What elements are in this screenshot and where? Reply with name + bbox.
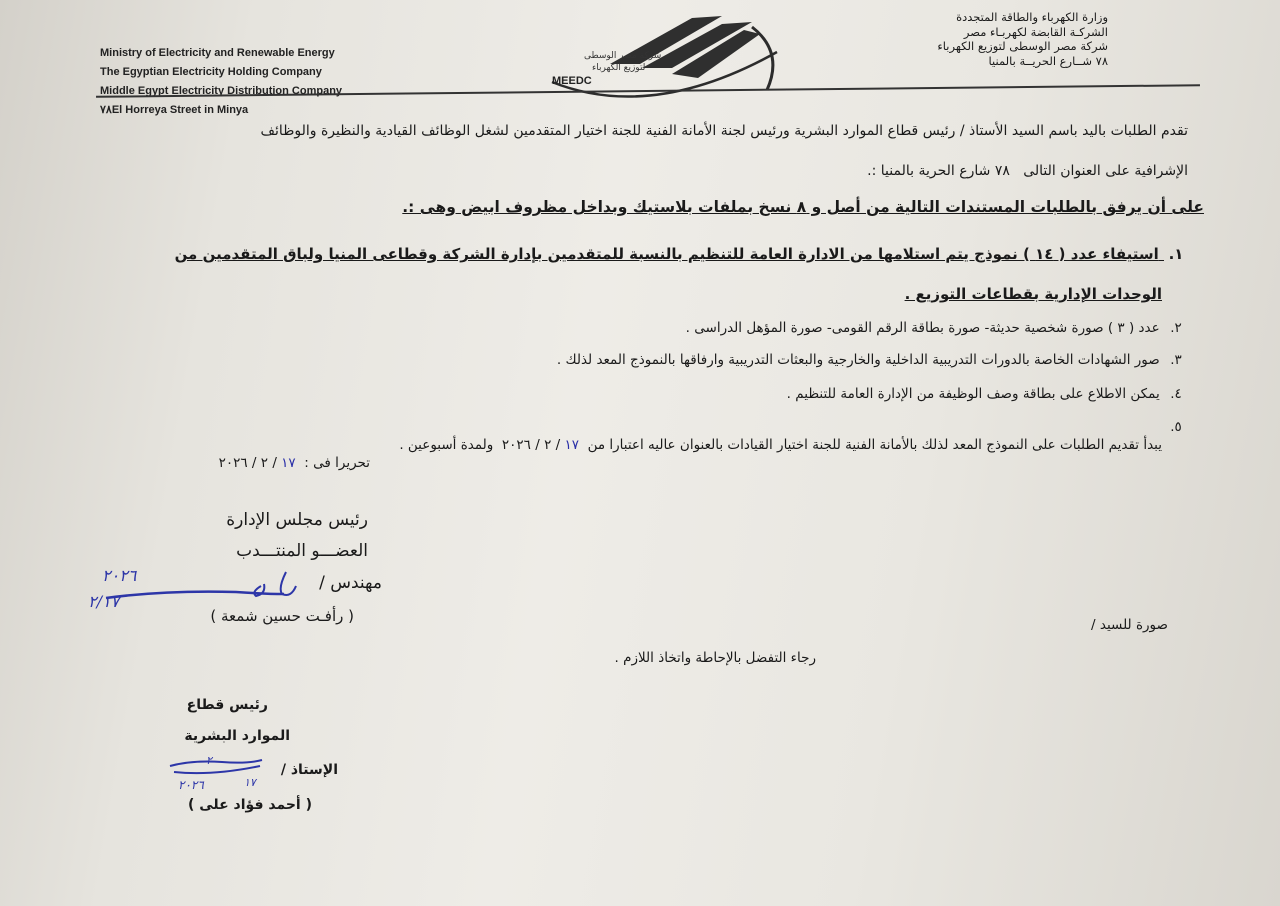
chairman-handwritten-date: ٢/١٧	[88, 592, 120, 611]
chairman-name: ( رأفـت حسين شمعة )	[210, 607, 354, 625]
item-text: يمكن الاطلاع على بطاقة وصف الوظيفة من الإدارة العامة للتنظيم .	[786, 386, 1160, 402]
header-en-line: Ministry of Electricity and Renewable Energy	[100, 47, 335, 59]
chairman-title: رئيس مجلس الإدارة	[226, 510, 368, 530]
header-ar-line: الشركـة القابضة لكهربـاء مصر	[963, 24, 1108, 39]
hr-name: ( أحمد فؤاد على )	[187, 797, 312, 813]
header-english	[100, 44, 342, 120]
start-date-day: ١٧	[564, 437, 579, 453]
logo-name-ar-2: لتوزيع الكهرباء	[592, 63, 646, 73]
chairman-subtitle: العضـــو المنتـــدب	[236, 541, 368, 561]
intro-address-label: الإشرافية على العنوان التالى	[1023, 163, 1188, 179]
intro-line-1: تقدم الطلبات باليد باسم السيد الأستاذ / رئيس قطاع الموارد البشرية ورئيس لجنة الأمانة الفنية للجنة اختيار المتقدمين لشغل الوظائف القيادية والنظيرة والوظائف	[260, 123, 1188, 139]
item-number: ٣.	[1170, 352, 1182, 368]
list-item-1	[175, 245, 1188, 263]
written-day: ١٧	[281, 455, 296, 471]
item-text: صور الشهادات الخاصة بالدورات التدريبية الداخلية والخارجية والبعثات التدريبية وارفاقها بالنموذج المعد لذلك .	[556, 352, 1160, 368]
header-en-line: ٧٨El Horreya Street in Minya	[100, 104, 249, 116]
start-date-rest: / ٢ / ٢٠٢٦	[501, 437, 561, 453]
hr-handwritten-year: ٢٠٢٦	[178, 778, 204, 792]
list-item-1-cont: الوحدات الإدارية بقطاعات التوزيع .	[904, 285, 1162, 303]
intro-line-2	[867, 163, 1188, 179]
chairman-prefix: مهندس /	[319, 573, 382, 593]
chairman-handwritten-year: ٢٠٢٦	[102, 566, 137, 585]
item-number: ١.	[1168, 245, 1184, 263]
required-documents-lead: على أن يرفق بالطلبات المستندات التالية من أصل و ٨ نسخ بملفات بلاستيك وبداخل مظروف ابيض وهى :.	[402, 198, 1204, 216]
item-text: يبدأ تقديم الطلبات على النموذج المعد لذلك بالأمانة الفنية للجنة اختيار القيادات بالعنوان عاليه اعتبارا من	[587, 437, 1162, 453]
written-label: تحريرا فى :	[304, 455, 370, 471]
header-en-line: Middle Egypt Electricity Distribution Company	[100, 85, 343, 97]
list-item-5-text	[399, 437, 1162, 453]
duration-text: ولمدة أسبوعين .	[399, 437, 494, 453]
copy-to-note: رجاء التفضل بالإحاطة واتخاذ اللازم .	[614, 650, 816, 666]
item-number: ٢.	[1170, 320, 1182, 336]
list-item-4	[787, 386, 1188, 402]
logo-name-ar-1: شركة مصر الوسطى	[584, 51, 662, 61]
header-en-line: The Egyptian Electricity Holding Company	[100, 66, 322, 78]
list-item-2	[686, 320, 1188, 336]
item-text: عدد ( ٣ ) صورة شخصية حديثة- صورة بطاقة الرقم القومى- صورة المؤهل الدراسى .	[685, 320, 1160, 336]
hr-prefix: الإستاذ /	[280, 762, 338, 778]
written-date	[219, 455, 370, 471]
list-item-5	[1164, 419, 1188, 435]
intro-address: ٧٨ شارع الحرية بالمنيا :.	[867, 163, 1010, 179]
written-rest: / ٢ / ٢٠٢٦	[218, 455, 277, 471]
item-text: استيفاء عدد ( ١٤ ) نموذج يتم استلامها من الادارة العامة للتنظيم بالنسبة للمتقدمين بإدارة الشركة وقطاعى المنيا ولباق المتقدمين من	[174, 245, 1159, 263]
header-ar-line: ٧٨ شــارع الحريــة بالمنيا	[988, 53, 1108, 68]
company-logo	[522, 12, 784, 112]
item-number: ٥.	[1170, 419, 1182, 435]
list-item-3	[557, 352, 1188, 368]
header-ar-line: وزارة الكهرباء والطاقة المتجددة	[956, 10, 1108, 24]
hr-handwritten-month: ٢	[206, 754, 212, 767]
item-number: ٤.	[1170, 386, 1182, 402]
copy-to-label: صورة للسيد /	[1091, 617, 1168, 633]
hr-subtitle: الموارد البشرية	[184, 728, 290, 744]
hr-handwritten-day: ١٧	[244, 776, 256, 789]
logo-acronym: MEEDC	[552, 75, 592, 87]
header-ar-line: شركة مصر الوسطى لتوزيع الكهرباء	[937, 39, 1108, 53]
hr-title: رئيس قطاع	[186, 697, 268, 713]
header-arabic	[937, 10, 1108, 68]
